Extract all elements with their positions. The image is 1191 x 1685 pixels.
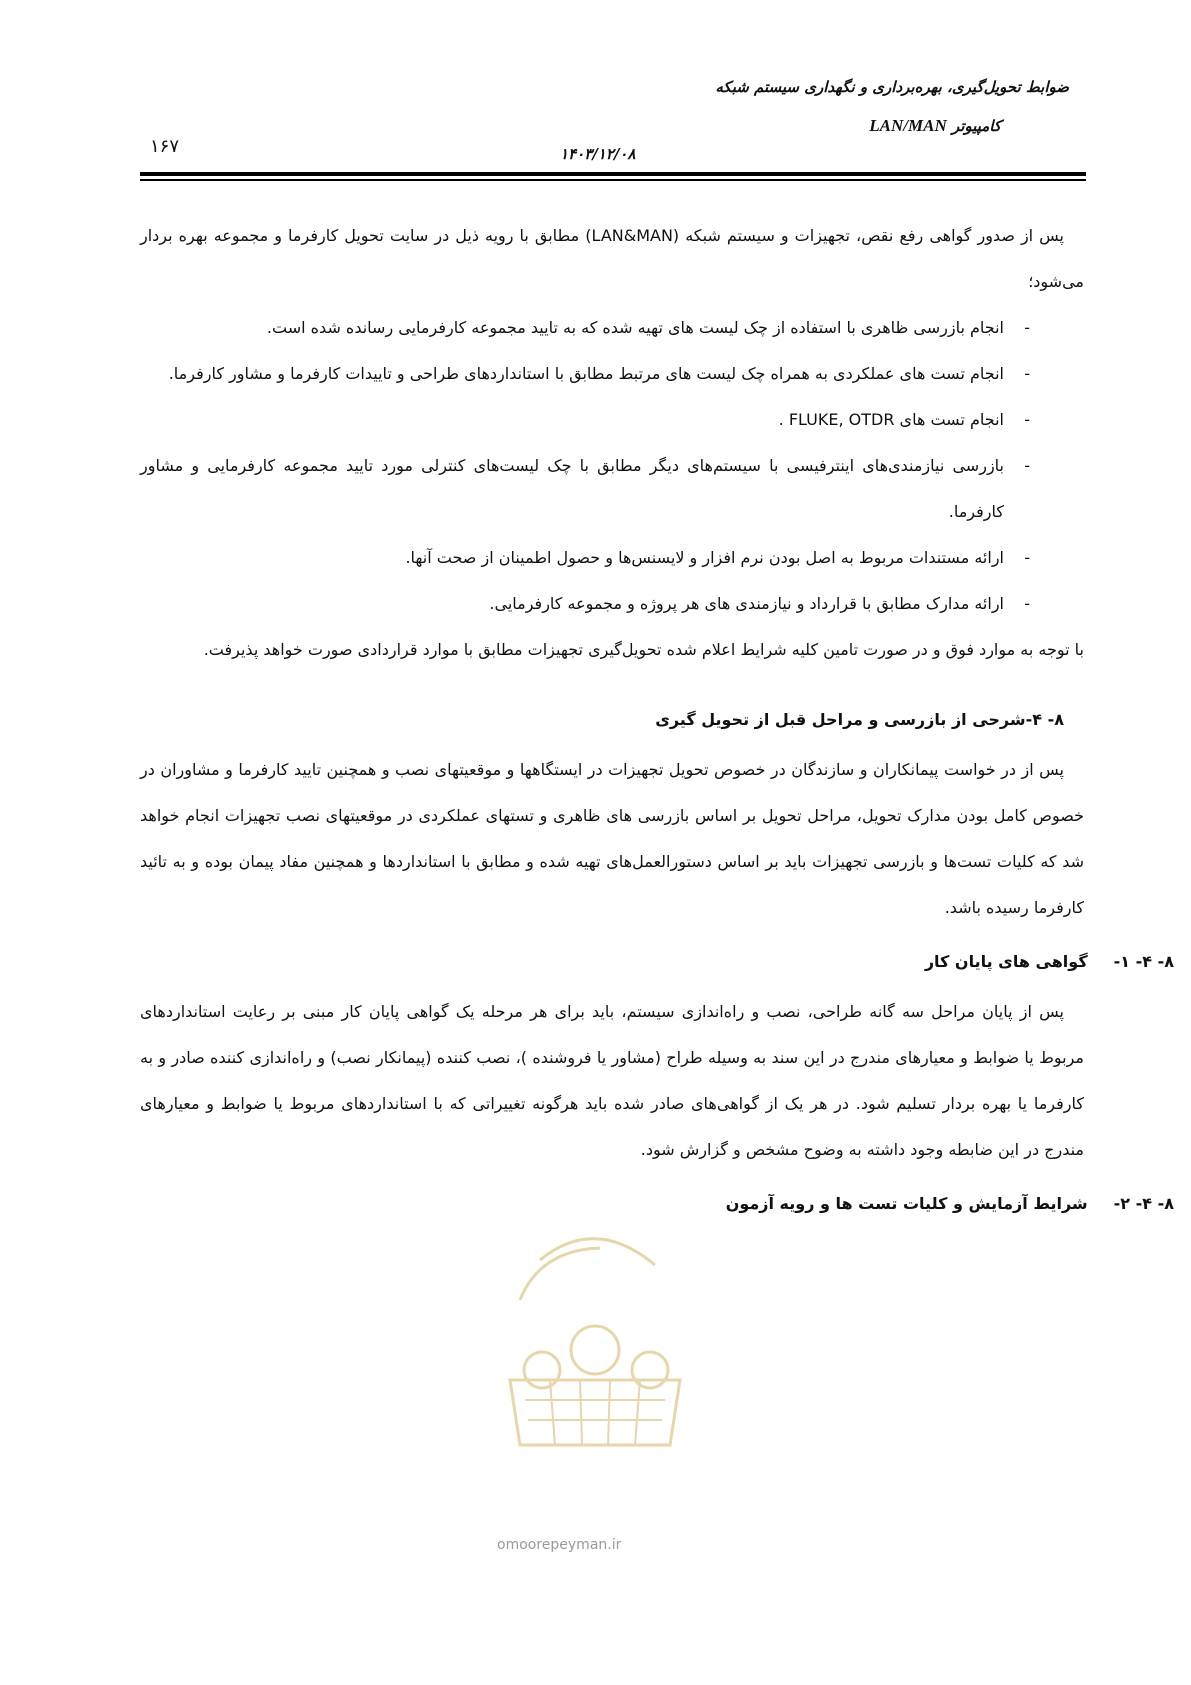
list-item-text: بازرسی نیازمندی‌های اینترفیسی با سیستم‌های دیگر مطابق با چک لیست‌های کنترلی مورد تایید مجموعه کارفرمایی و مشاور کارفرما. bbox=[140, 456, 1004, 521]
seal-arc-inner bbox=[520, 1248, 600, 1300]
seal-gear bbox=[571, 1326, 619, 1374]
watermark-seal bbox=[480, 1220, 710, 1470]
document-date: ۱۴۰۳/۱۲/۰۸ bbox=[560, 145, 636, 163]
dash-bullet: - bbox=[1024, 318, 1030, 337]
list-item-text: ارائه مدارک مطابق با قرارداد و نیازمندی های هر پروژه و مجموعه کارفرمایی. bbox=[489, 594, 1004, 613]
section-number: ۸- ۴- ۲- bbox=[1113, 1194, 1174, 1213]
closing-paragraph: با توجه به موارد فوق و در صورت تامین کلیه شرایط اعلام شده تحویل‌گیری تجهیزات مطابق با موارد قراردادی صورت خواهد پذیرفت. bbox=[203, 640, 1084, 659]
intro-paragraph: پس از صدور گواهی رفع نقص، تجهیزات و سیستم شبکه (LAN&MAN) مطابق با رویه ذیل در سایت تحویل کارفرما و مجموعه بهره بردار می‌شود؛ bbox=[140, 226, 1084, 291]
seal-gear-left bbox=[524, 1352, 560, 1388]
list-item bbox=[140, 535, 1084, 581]
seal-arc bbox=[540, 1239, 655, 1265]
seal-gear-right bbox=[632, 1352, 668, 1388]
subtitle-prefix: کامپیوتر bbox=[952, 117, 1001, 135]
running-subtitle bbox=[869, 116, 1001, 136]
list-item bbox=[140, 351, 1084, 397]
procedure-list bbox=[140, 305, 1084, 627]
list-item-text: ارائه مستندات مربوط به اصل بودن نرم افزار و لایسنس‌ها و حصول اطمینان از صحت آنها. bbox=[405, 548, 1004, 567]
list-item bbox=[140, 305, 1084, 351]
dash-bullet: - bbox=[1024, 548, 1030, 567]
dash-bullet: - bbox=[1024, 364, 1030, 383]
section-heading-8-4: ۸- ۴-شرحی از بازرسی و مراحل قبل از تحویل گیری bbox=[655, 710, 1064, 729]
subtitle-en: LAN/MAN bbox=[869, 116, 947, 135]
dash-bullet: - bbox=[1024, 594, 1030, 613]
document-body bbox=[140, 213, 1174, 1231]
header-rule-thin bbox=[140, 179, 1086, 181]
header-rule-thick bbox=[140, 172, 1086, 176]
list-item-text: انجام تست های عملکردی به همراه چک لیست های مرتبط مطابق با استانداردهای طراحی و تاییدات کارفرما و مشاور کارفرما. bbox=[168, 364, 1004, 383]
section-title: گواهی های پایان کار bbox=[924, 952, 1088, 971]
dash-bullet: - bbox=[1024, 456, 1030, 475]
watermark-url: omoorepeyman.ir bbox=[497, 1537, 622, 1553]
list-item bbox=[140, 397, 1084, 443]
section-8-4-1-paragraph: پس از پایان مراحل سه گانه طراحی، نصب و راه‌اندازی سیستم، باید برای هر مرحله یک گواهی پایان کار مبنی بر رعایت استانداردهای مربوط یا ضوابط و معیارهای مندرج در این سند به وسیله طراح (مشاور یا فروشنده )، نصب کننده (پیمانکار نصب) و راه‌اندازی کننده صادر و به کارفرما یا بهره بردار تسلیم شود. در هر یک از گواهی‌های صادر شده باید هرگونه تغییراتی که با استانداردهای مربوط یا ضوابط و معیارهای مندرج در این ضابطه وجود داشته به وضوح مشخص و گزارش شود. bbox=[140, 1002, 1084, 1159]
section-heading-8-4-1 bbox=[140, 939, 1174, 985]
seal-grid-lines bbox=[525, 1380, 665, 1445]
page-number: ۱۶۷ bbox=[150, 136, 180, 157]
seal-grid-frame bbox=[510, 1380, 680, 1445]
section-title: شرایط آزمایش و کلیات تست ها و رویه آزمون bbox=[725, 1194, 1088, 1213]
running-title: ضوابط تحویل‌گیری، بهره‌برداری و نگهداری سیستم شبکه bbox=[715, 78, 1069, 96]
list-item bbox=[140, 443, 1084, 535]
list-item-text: انجام بازرسی ظاهری با استفاده از چک لیست های تهیه شده که به تایید مجموعه کارفرمایی رسانده شده است. bbox=[266, 318, 1004, 337]
list-item-text: انجام تست های FLUKE, OTDR . bbox=[778, 410, 1004, 429]
dash-bullet: - bbox=[1024, 410, 1030, 429]
list-item bbox=[140, 581, 1084, 627]
section-8-4-paragraph: پس از در خواست پیمانکاران و سازندگان در خصوص تحویل تجهیزات در ایستگاهها و موقعیتهای نصب و همچنین تایید کارفرما و مشاوران در خصوص کامل بودن مدارک تحویل، مراحل تحویل بر اساس بازرسی های ظاهری و تستهای عملکردی در موقعیتهای نصب تجهیزات انجام خواهد شد که کلیات تست‌ها و بازرسی تجهیزات باید بر اساس دستورالعمل‌های تهیه شده و مطابق با استانداردها و همچنین مفاد پیمان بوده و به تائید کارفرما رسیده باشد. bbox=[140, 760, 1084, 917]
section-number: ۸- ۴- ۱- bbox=[1113, 952, 1174, 971]
